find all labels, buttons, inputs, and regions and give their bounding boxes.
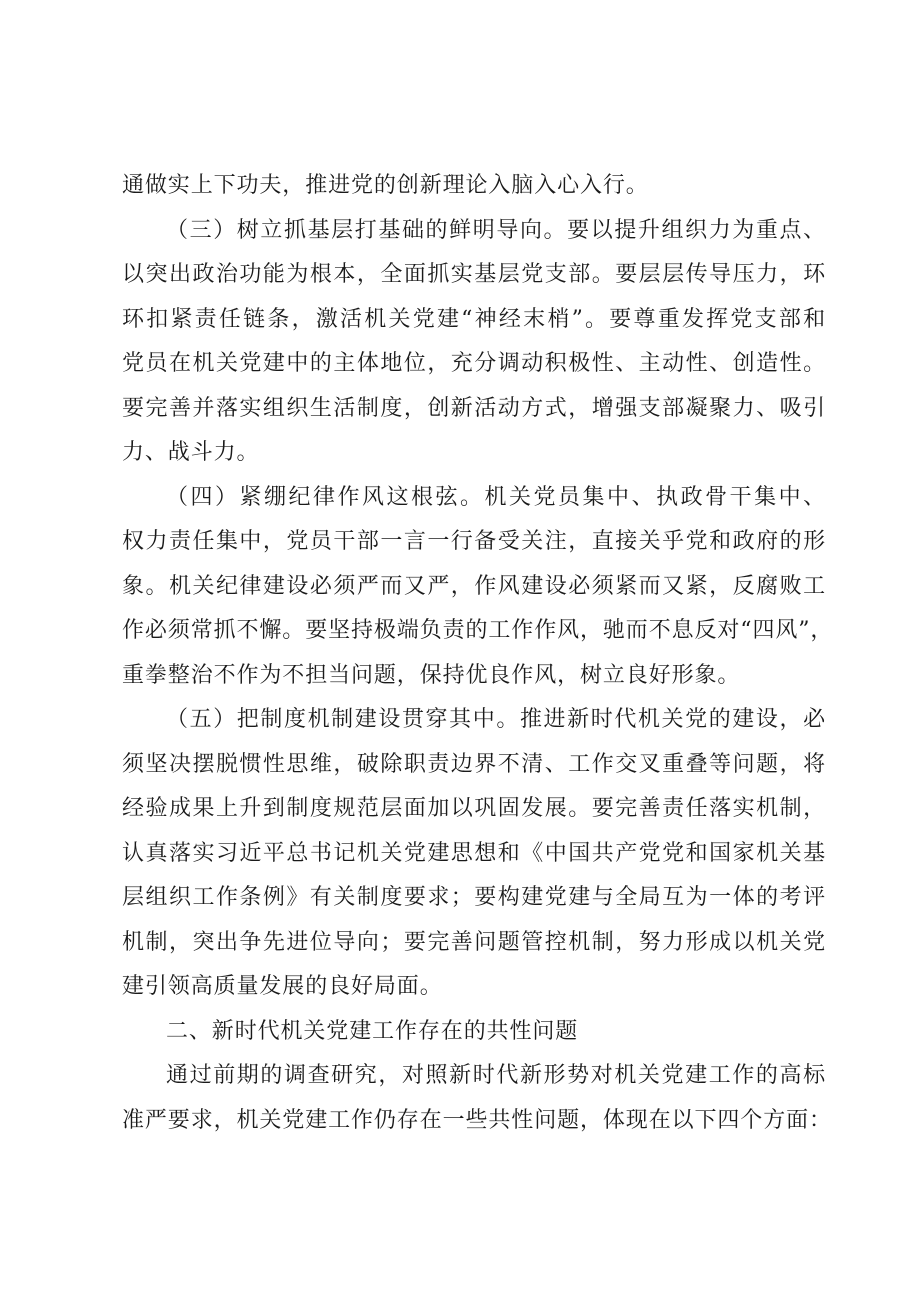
paragraph-section-four [122, 476, 834, 699]
text-line: 要完善并落实组织生活制度，创新活动方式，增强支部凝聚力、吸引 [122, 395, 826, 421]
section-five-heading-line: （五）把制度机制建设贯穿其中。推进新时代机关党的建设，必 [166, 707, 826, 732]
text-line: 层组织工作条例》有关制度要求；要构建党建与全局互为一体的考评 [122, 885, 826, 910]
text-line: 权力责任集中，党员干部一言一行备受关注，直接关乎党和政府的形 [122, 529, 826, 554]
paragraph-section-five [122, 698, 826, 1010]
section-four-heading-line: （四）紧绷纪律作风这根弦。机关党员集中、执政骨干集中、 [166, 484, 826, 510]
paragraph-intro [122, 1054, 832, 1143]
text-line: 须坚决摆脱惯性思维，破除职责边界不清、工作交叉重叠等问题，将 [122, 751, 826, 777]
document-body [122, 164, 834, 1143]
text-line: 准严要求，机关党建工作仍存在一些共性问题，体现在以下四个方面： [122, 1107, 832, 1133]
text-line: 重拳整治不作为不担当问题，保持优良作风，树立良好形象。 [122, 662, 741, 688]
text-line: 经验成果上升到制度规范层面加以巩固发展。要完善责任落实机制， [122, 796, 826, 821]
section-two-title: 二、新时代机关党建工作存在的共性问题 [166, 1018, 579, 1044]
text-line: 通做实上下功夫，推进党的创新理论入脑入心入行。 [122, 173, 649, 198]
text-line: 认真落实习近平总书记机关党建思想和《中国共产党党和国家机关基 [122, 840, 826, 866]
text-line: 通过前期的调查研究，对照新时代新形势对机关党建工作的高标 [166, 1063, 826, 1088]
text-line: 环扣紧责任链条，激活机关党建“神经末梢”。要尊重发挥党支部和 [122, 306, 826, 332]
text-line: 机制，突出争先进位导向；要完善问题管控机制，努力形成以机关党 [122, 929, 826, 955]
section-three-heading-line: （三）树立抓基层打基础的鲜明导向。要以提升组织力为重点、 [166, 217, 826, 243]
text-line: 建引领高质量发展的良好局面。 [122, 974, 443, 999]
text-line: 力、战斗力。 [122, 440, 260, 465]
section-heading-two [122, 1010, 826, 1055]
text-line: 以突出政治功能为根本，全面抓实基层党支部。要层层传导压力，环 [122, 262, 826, 287]
paragraph-continuation [122, 164, 826, 209]
text-line: 党员在机关党建中的主体地位，充分调动积极性、主动性、创造性。 [122, 351, 826, 376]
paragraph-section-three [122, 209, 826, 476]
text-line: 作必须常抓不懈。要坚持极端负责的工作作风，驰而不息反对“四风”， [122, 618, 834, 643]
text-line: 象。机关纪律建设必须严而又严，作风建设必须紧而又紧，反腐败工 [122, 573, 826, 599]
